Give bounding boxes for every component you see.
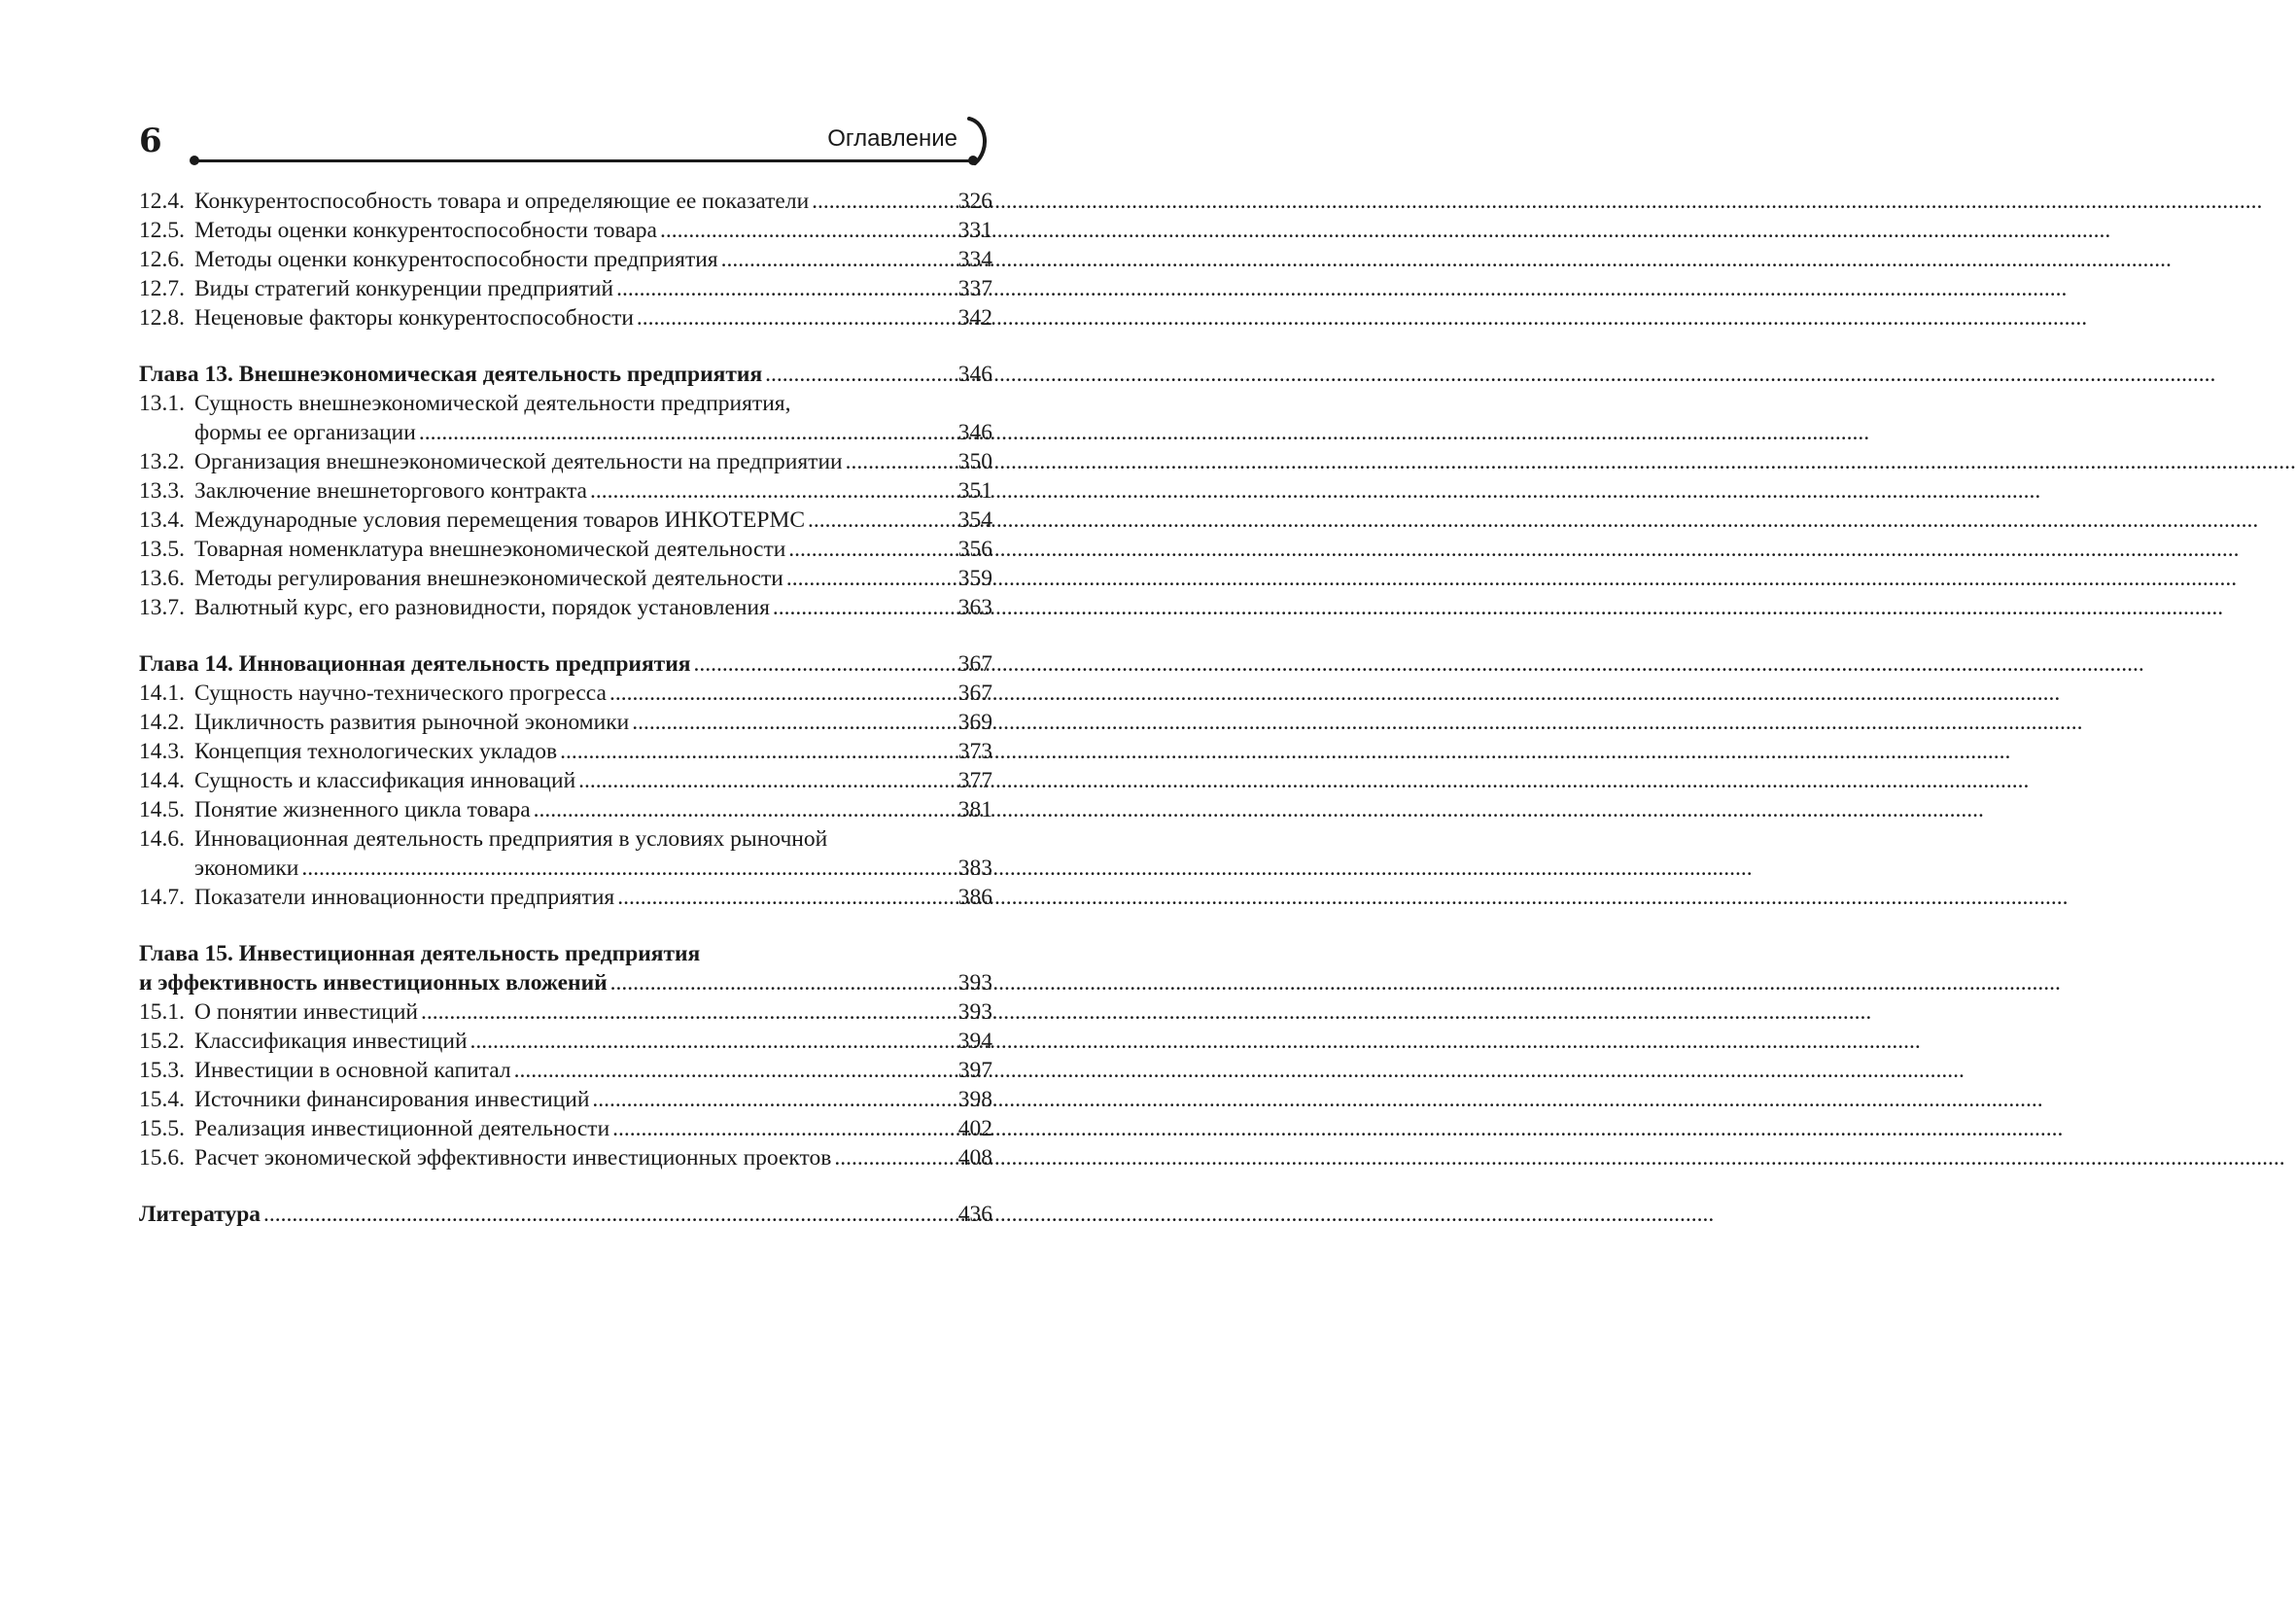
section-gap xyxy=(139,912,992,939)
entry-title: Заключение внешнеторгового контракта xyxy=(194,478,587,504)
page-reference: 350 xyxy=(957,449,992,474)
entry-title: Методы оценки конкурентоспособности предприятия xyxy=(194,247,718,272)
dot-leader xyxy=(721,245,956,274)
entry-title: Организация внешнеэкономической деятельности на предприятии xyxy=(194,449,843,474)
dot-leader xyxy=(560,737,956,766)
dot-leader xyxy=(788,535,955,564)
entry-number: 13.1. xyxy=(139,391,185,416)
toc-entry-line[interactable] xyxy=(139,389,992,418)
entry-number: 13.6. xyxy=(139,566,185,591)
toc-entry[interactable] xyxy=(139,506,992,535)
toc-entry[interactable] xyxy=(139,418,992,447)
entry-title: Реализация инвестиционной деятельности xyxy=(194,1116,610,1141)
toc-entry[interactable] xyxy=(139,476,992,506)
page-reference: 351 xyxy=(957,478,992,504)
toc-entry[interactable] xyxy=(139,854,992,883)
page-reference: 331 xyxy=(957,218,992,243)
entry-title: Источники финансирования инвестиций xyxy=(194,1087,590,1112)
entry-number: 14.6. xyxy=(139,826,185,852)
dot-leader xyxy=(812,187,956,216)
entry-title: Сущность и классификация инноваций xyxy=(194,768,576,793)
page-reference: 397 xyxy=(957,1058,992,1083)
page-reference: 369 xyxy=(957,710,992,735)
entry-number: 15.3. xyxy=(139,1058,185,1083)
dot-leader xyxy=(693,649,955,679)
section-gap xyxy=(139,332,992,360)
toc-entry[interactable] xyxy=(139,766,992,795)
entry-number: 14.3. xyxy=(139,739,185,764)
entry-number: 13.4. xyxy=(139,507,185,533)
toc-entry[interactable] xyxy=(139,1056,992,1085)
dot-leader xyxy=(834,1143,955,1172)
dot-leader xyxy=(534,795,956,824)
page-header xyxy=(139,117,1004,175)
toc-entry[interactable] xyxy=(139,187,992,216)
toc-entry[interactable] xyxy=(139,737,992,766)
chapter-title: и эффективность инвестиционных вложений xyxy=(139,970,608,996)
entry-number: 14.4. xyxy=(139,768,185,793)
entry-title: Сущность научно-технического прогресса xyxy=(194,681,607,706)
toc-entry[interactable] xyxy=(139,679,992,708)
entry-title: О понятии инвестиций xyxy=(194,999,418,1025)
entry-title: Расчет экономической эффективности инвестиционных проектов xyxy=(194,1145,832,1171)
entry-title: Методы регулирования внешнеэкономической деятельности xyxy=(194,566,783,591)
toc-entry[interactable] xyxy=(139,593,992,622)
entry-title: Инвестиции в основной капитал xyxy=(194,1058,511,1083)
entry-number: 15.1. xyxy=(139,999,185,1025)
entry-title: Международные условия перемещения товаров ИНКОТЕРМС xyxy=(194,507,806,533)
toc-entry[interactable] xyxy=(139,274,992,303)
toc-entry[interactable] xyxy=(139,1143,992,1172)
dot-leader xyxy=(610,968,956,997)
entry-title: Сущность внешнеэкономической деятельности предприятия, xyxy=(194,391,791,416)
chapter-title: Литература xyxy=(139,1202,261,1227)
chapter-title: Глава 15. Инвестиционная деятельность предприятия xyxy=(139,941,701,966)
entry-number: 15.5. xyxy=(139,1116,185,1141)
dot-leader xyxy=(617,883,956,912)
toc-chapter-line[interactable] xyxy=(139,939,992,968)
entry-title: Товарная номенклатура внешнеэкономической деятельности xyxy=(194,537,786,562)
toc-chapter[interactable] xyxy=(139,360,992,389)
toc-entry[interactable] xyxy=(139,1085,992,1114)
entry-title: Классификация инвестиций xyxy=(194,1029,468,1054)
dot-leader xyxy=(470,1027,956,1056)
toc-chapter[interactable] xyxy=(139,649,992,679)
toc-entry[interactable] xyxy=(139,1027,992,1056)
running-title: Оглавление xyxy=(827,125,957,152)
dot-leader xyxy=(263,1200,956,1229)
page-reference: 373 xyxy=(957,739,992,764)
entry-title: Концепция технологических укладов xyxy=(194,739,558,764)
toc-entry[interactable] xyxy=(139,216,992,245)
entry-title: формы ее организации xyxy=(194,420,416,445)
page-reference: 356 xyxy=(957,537,992,562)
dot-leader xyxy=(590,476,956,506)
page-reference: 337 xyxy=(957,276,992,301)
toc-entry[interactable] xyxy=(139,997,992,1027)
dot-leader xyxy=(612,1114,956,1143)
dot-leader xyxy=(846,447,956,476)
page-reference: 393 xyxy=(957,999,992,1025)
page-reference: 408 xyxy=(957,1145,992,1171)
entry-number: 12.7. xyxy=(139,276,185,301)
page-reference: 398 xyxy=(957,1087,992,1112)
toc-entry[interactable] xyxy=(139,795,992,824)
dot-leader xyxy=(421,997,956,1027)
entry-title: Показатели инновационности предприятия xyxy=(194,885,615,910)
page-reference: 383 xyxy=(957,856,992,881)
entry-number: 12.5. xyxy=(139,218,185,243)
page-number: 6 xyxy=(139,122,162,160)
entry-number: 12.4. xyxy=(139,189,185,214)
entry-title: Неценовые факторы конкурентоспособности xyxy=(194,305,634,331)
page-reference: 367 xyxy=(957,681,992,706)
entry-number: 14.1. xyxy=(139,681,185,706)
entry-number: 14.7. xyxy=(139,885,185,910)
toc-entry-line[interactable] xyxy=(139,824,992,854)
entry-title: Виды стратегий конкуренции предприятий xyxy=(194,276,614,301)
entry-number: 13.5. xyxy=(139,537,185,562)
section-gap xyxy=(139,1172,992,1200)
dot-leader xyxy=(773,593,956,622)
page-reference: 346 xyxy=(957,362,992,387)
page-reference: 381 xyxy=(957,797,992,822)
entry-number: 14.2. xyxy=(139,710,185,735)
page-reference: 342 xyxy=(957,305,992,331)
page-reference: 334 xyxy=(957,247,992,272)
page-reference: 367 xyxy=(957,651,992,677)
section-gap xyxy=(139,622,992,649)
toc-entry[interactable] xyxy=(139,447,992,476)
page-reference: 326 xyxy=(957,189,992,214)
entry-number: 13.7. xyxy=(139,595,185,620)
entry-number: 14.5. xyxy=(139,797,185,822)
toc-chapter[interactable] xyxy=(139,1200,992,1229)
toc-entry[interactable] xyxy=(139,1114,992,1143)
entry-number: 15.6. xyxy=(139,1145,185,1171)
toc-chapter[interactable] xyxy=(139,968,992,997)
dot-leader xyxy=(632,708,956,737)
entry-title: Цикличность развития рыночной экономики xyxy=(194,710,630,735)
dot-leader xyxy=(660,216,956,245)
page-reference: 377 xyxy=(957,768,992,793)
entry-title: Понятие жизненного цикла товара xyxy=(194,797,531,822)
dot-leader xyxy=(609,679,956,708)
entry-number: 15.2. xyxy=(139,1029,185,1054)
toc-entry[interactable] xyxy=(139,535,992,564)
dot-leader xyxy=(301,854,955,883)
entry-title: Методы оценки конкурентоспособности товара xyxy=(194,218,657,243)
chapter-title: Глава 13. Внешнеэкономическая деятельность предприятия xyxy=(139,362,763,387)
page-reference: 394 xyxy=(957,1029,992,1054)
dot-leader xyxy=(419,418,956,447)
dot-leader xyxy=(616,274,956,303)
header-arc-ornament xyxy=(946,115,996,169)
entry-title: Конкурентоспособность товара и определяющие ее показатели xyxy=(194,189,810,214)
entry-number: 12.8. xyxy=(139,305,185,331)
toc-entry[interactable] xyxy=(139,245,992,274)
toc-entry[interactable] xyxy=(139,564,992,593)
entry-title: Инновационная деятельность предприятия в условиях рыночной xyxy=(194,826,828,852)
page-reference: 359 xyxy=(957,566,992,591)
page-reference: 354 xyxy=(957,507,992,533)
chapter-title: Глава 14. Инновационная деятельность предприятия xyxy=(139,651,691,677)
entry-title: экономики xyxy=(194,856,299,881)
entry-number: 13.3. xyxy=(139,478,185,504)
dot-leader xyxy=(592,1085,955,1114)
dot-leader xyxy=(765,360,956,389)
entry-number: 13.2. xyxy=(139,449,185,474)
entry-number: 15.4. xyxy=(139,1087,185,1112)
toc-entry[interactable] xyxy=(139,883,992,912)
toc-entry[interactable] xyxy=(139,303,992,332)
header-rule xyxy=(194,159,972,162)
page-reference: 436 xyxy=(957,1202,992,1227)
dot-leader xyxy=(637,303,956,332)
entry-title: Валютный курс, его разновидности, порядок установления xyxy=(194,595,770,620)
page-reference: 393 xyxy=(957,970,992,996)
table-of-contents xyxy=(139,187,992,1229)
toc-entry[interactable] xyxy=(139,708,992,737)
page-reference: 363 xyxy=(957,595,992,620)
entry-number: 12.6. xyxy=(139,247,185,272)
page-reference: 346 xyxy=(957,420,992,445)
header-rule-left-dot xyxy=(190,156,199,165)
dot-leader xyxy=(578,766,956,795)
dot-leader xyxy=(786,564,956,593)
dot-leader xyxy=(808,506,956,535)
dot-leader xyxy=(514,1056,956,1085)
page-reference: 402 xyxy=(957,1116,992,1141)
page-reference: 386 xyxy=(957,885,992,910)
